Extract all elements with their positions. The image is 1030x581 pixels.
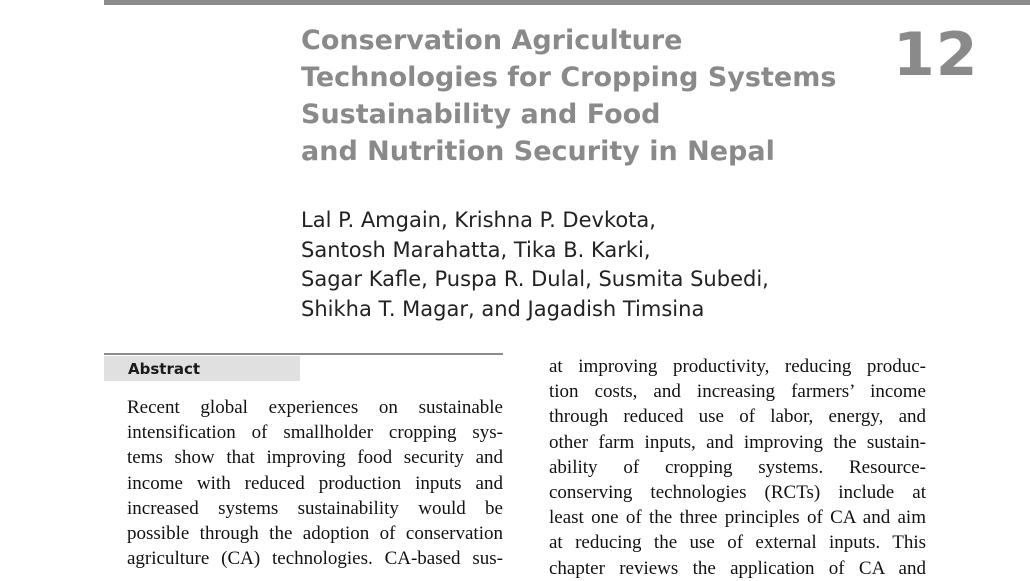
abstract-rule <box>104 353 503 355</box>
chapter-title-line: Technologies for Cropping Systems <box>301 62 837 93</box>
abstract-text-line: other farm inputs, and improving the sustain- <box>549 431 926 453</box>
abstract-text-line: income with reduced production inputs and <box>127 472 503 494</box>
abstract-text-line: at improving productivity, reducing produc- <box>549 356 926 377</box>
chapter-title-line: Sustainability and Food <box>301 99 661 130</box>
abstract-heading: Abstract <box>128 360 201 378</box>
abstract-text-line: tion costs, and increasing farmers’ income <box>549 381 926 403</box>
author-line: Sagar Kafle, Puspa R. Dulal, Susmita Subedi, <box>301 267 769 291</box>
abstract-text-line: increased systems sustainability would be <box>127 497 503 519</box>
abstract-text-line: possible through the adoption of conservation <box>127 523 503 545</box>
abstract-text-line: Recent global experiences on sustainable <box>127 397 503 418</box>
abstract-text-line: through reduced use of labor, energy, and <box>549 406 926 428</box>
abstract-heading-box <box>104 356 300 381</box>
abstract-text-line: ability of cropping systems. Resource- <box>549 456 926 478</box>
author-line: Shikha T. Magar, and Jagadish Timsina <box>301 296 705 321</box>
top-rule <box>104 0 1030 5</box>
author-line: Lal P. Amgain, Krishna P. Devkota, <box>301 208 656 232</box>
chapter-title-line: and Nutrition Security in Nepal <box>301 136 775 167</box>
abstract-text-line: intensification of smallholder cropping sys- <box>127 422 503 444</box>
abstract-text-line: least one of the three principles of CA and aim <box>549 507 926 529</box>
author-list <box>301 206 769 324</box>
chapter-title <box>301 22 836 170</box>
abstract-text-line: tems show that improving food security and <box>127 447 503 469</box>
chapter-title-line: Conservation Agriculture <box>301 25 683 56</box>
chapter-number: 12 <box>893 20 979 90</box>
abstract-left-column <box>127 395 503 571</box>
abstract-text-line: at reducing the use of external inputs. This <box>549 532 926 554</box>
abstract-text-line: conserving technologies (RCTs) include at <box>549 482 926 504</box>
abstract-right-column <box>549 354 926 581</box>
abstract-text-line: agriculture (CA) technologies. CA-based sus- <box>127 548 503 570</box>
abstract-text-line: chapter reviews the application of CA and <box>549 557 926 579</box>
author-line: Santosh Marahatta, Tika B. Karki, <box>301 237 651 262</box>
